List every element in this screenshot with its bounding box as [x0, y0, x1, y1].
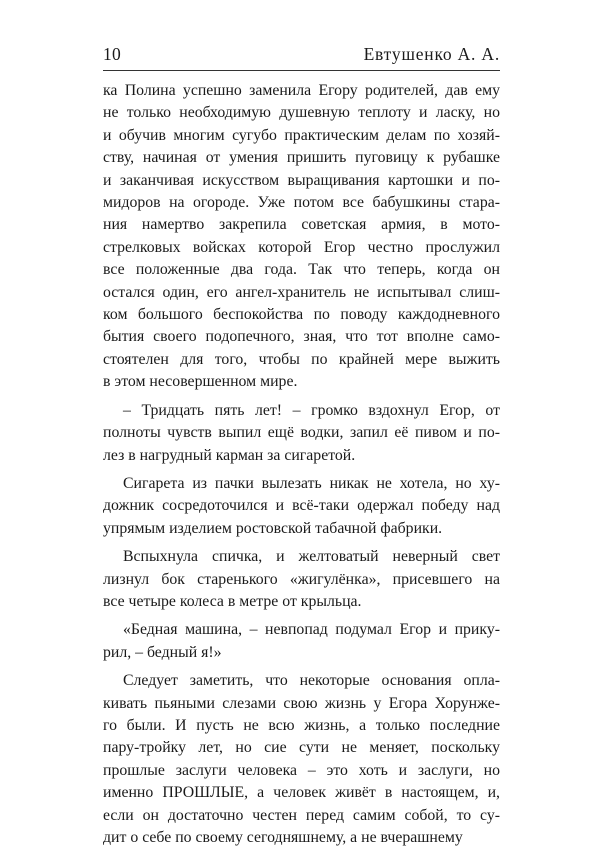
text-line: Следует заметить, что некоторые основания опла- [123, 672, 500, 690]
text-line: рил, – бедный я!» [103, 643, 222, 661]
text-line: «Бедная машина, – невпопад подумал Егор и прику- [123, 621, 500, 639]
text-line: дожник сосредоточился и всё-таки одержал победу над [103, 497, 500, 515]
text-line: если он достаточно честен перед самим собой, то су- [103, 806, 500, 824]
paragraph [103, 473, 500, 540]
paragraph [103, 80, 500, 394]
paragraph [103, 400, 500, 467]
running-head-author: Евтушенко А. А. [363, 44, 500, 64]
text-line: дит о себе по своему сегодняшнему, а не вчерашнему [103, 829, 463, 846]
text-line: все четыре колеса в метре от крыльца. [103, 592, 362, 610]
text-line: стоятелен для того, чтобы по крайней мере выжить [103, 350, 500, 368]
text-line: Вспыхнула спичка, и желтоватый неверный свет [123, 548, 500, 566]
text-line: го были. И пусть не всю жизнь, а только последние [103, 716, 500, 734]
header-divider [103, 70, 500, 71]
text-line: пару-тройку лет, но сие сути не меняет, поскольку [103, 739, 500, 757]
paragraph [103, 619, 500, 664]
text-line: бытия своего подопечного, зная, что тот вполне само- [103, 328, 500, 346]
page-number: 10 [103, 44, 121, 64]
text-line: все положенные два года. Так что теперь, когда он [103, 261, 500, 279]
text-line: упрямым изделием ростовской табачной фабрики. [103, 519, 443, 537]
text-line: стрелковых войсках которой Егор честно прослужил [103, 238, 500, 256]
text-line: мидоров на огороде. Уже потом все бабушкины стара- [103, 194, 500, 212]
paragraph [103, 670, 500, 849]
text-line: Сигарета из пачки вылезать никак не хотела, но ху- [123, 474, 500, 492]
text-line: в этом несовершенном мире. [103, 373, 298, 391]
text-line: и заканчивая искусством выращивания картошки и по- [103, 171, 500, 189]
page-body-text [103, 80, 500, 849]
page-header [103, 44, 500, 66]
text-line: полноты чувств выпил ещё водки, запил её пивом и по- [103, 424, 500, 442]
paragraph [103, 546, 500, 613]
text-line: прошлые заслуги человека – это хоть и заслуги, но [103, 761, 500, 779]
text-line: кивать пьяными слезами свою жизнь у Егора Хорунже- [103, 694, 500, 712]
text-line: ству, начиная от умения пришить пуговицу к рубашке [103, 149, 500, 167]
text-line: лез в нагрудный карман за сигаретой. [103, 446, 356, 464]
text-line: и обучив многим сугубо практическим делам по хозяй- [103, 126, 500, 144]
text-line: ком большого беспокойства по поводу каждодневного [103, 306, 500, 324]
text-line: ния намертво закрепила советская армия, в мото- [103, 216, 500, 234]
text-line: остался один, его ангел-хранитель не испытывал слиш- [103, 283, 500, 301]
text-line: не только необходимую душевную теплоту и ласку, но [103, 104, 500, 122]
text-line: именно ПРОШЛЫЕ, а человек живёт в настоящем, и, [103, 784, 500, 802]
text-line: лизнул бок старенького «жигулёнка», присевшего на [103, 570, 500, 588]
text-line: ка Полина успешно заменила Егору родителей, дав ему [103, 82, 500, 99]
text-line: – Тридцать пять лет! – громко вздохнул Егор, от [123, 401, 500, 419]
